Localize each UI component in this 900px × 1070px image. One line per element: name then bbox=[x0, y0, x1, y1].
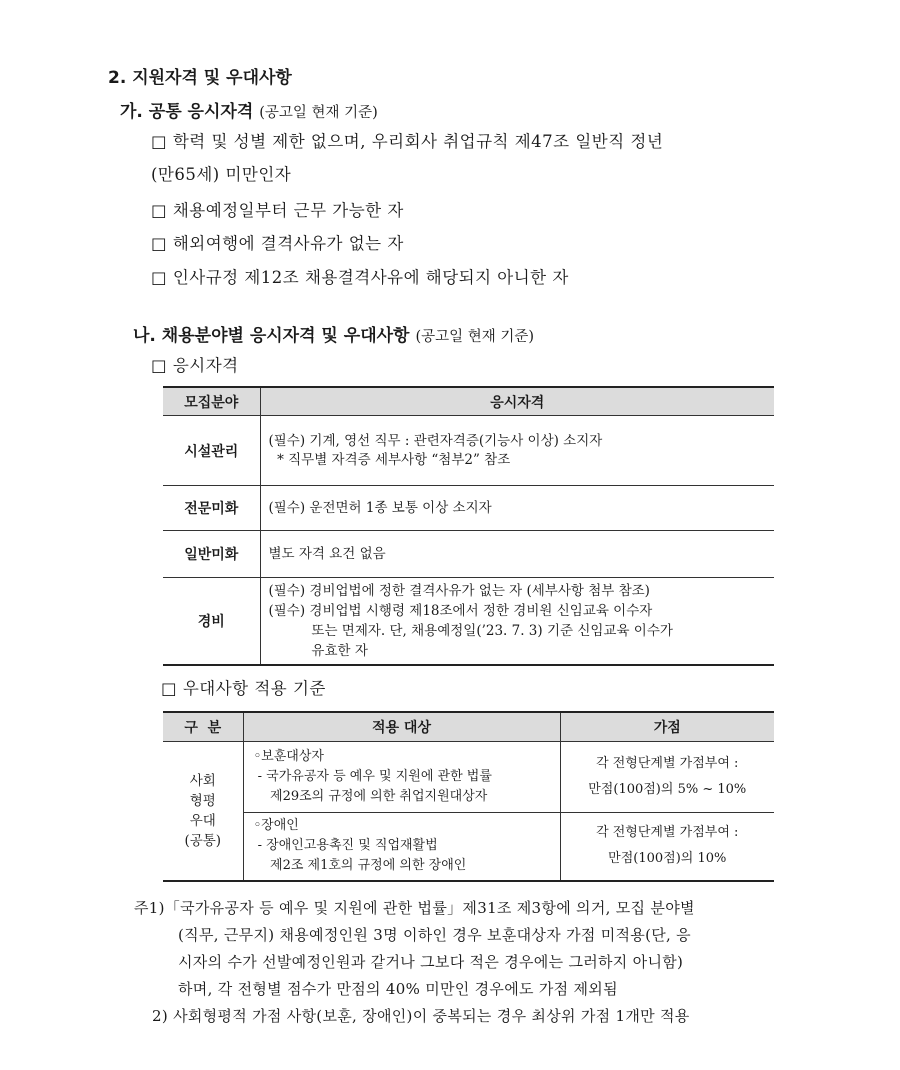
points-line: 각 전형단계별 가점부여 : bbox=[596, 756, 739, 771]
target-line: 제2조 제1호의 규정에 의한 장애인 bbox=[253, 858, 467, 874]
table-row bbox=[163, 486, 774, 531]
points-line: 만점(100점)의 5% ~ 10% bbox=[588, 782, 747, 797]
header-field: 모집분야 bbox=[163, 387, 260, 416]
header-target: 적용 대상 bbox=[243, 712, 560, 742]
preference-subheading: □ 우대사항 적용 기준 bbox=[161, 679, 326, 698]
category-line: 우대 bbox=[189, 812, 216, 829]
preference-points bbox=[560, 742, 774, 813]
row-field-label: 경비 bbox=[163, 578, 260, 665]
common-qualification-title: 가. 공통 응시자격 bbox=[120, 102, 254, 122]
qualification-line: (필수) 운전면허 1종 보통 이상 소지자 bbox=[268, 499, 492, 516]
target-line: 제29조의 규정에 의한 취업지원대상자 bbox=[253, 789, 488, 804]
table-row bbox=[163, 578, 774, 665]
category-line: (공통) bbox=[184, 832, 222, 849]
preference-category bbox=[163, 742, 243, 881]
qualification-table bbox=[163, 386, 774, 666]
category-line: 형평 bbox=[189, 792, 216, 809]
field-qualification-title: 나. 채용분야별 응시자격 및 우대사항 bbox=[133, 326, 410, 346]
table-row bbox=[163, 813, 774, 881]
qualification-table-header bbox=[163, 387, 774, 416]
qualification-line: (필수) 기계, 영선 직무 : 관련자격증(기능사 이상) 소지자 bbox=[268, 432, 603, 449]
category-line: 사회 bbox=[189, 772, 216, 789]
row-field-label: 전문미화 bbox=[163, 486, 260, 531]
row-qualification bbox=[260, 486, 774, 531]
target-line: - 국가유공자 등 예우 및 지원에 관한 법률 bbox=[253, 769, 492, 784]
common-item-1: □ 학력 및 성별 제한 없으며, 우리회사 취업규칙 제47조 일반직 정년 bbox=[151, 132, 664, 151]
qualification-line: 또는 면제자. 단, 채용예정일(’23. 7. 3) 기준 신임교육 이수가 bbox=[268, 622, 673, 639]
row-qualification bbox=[260, 531, 774, 578]
table-row bbox=[163, 416, 774, 486]
table-row bbox=[163, 531, 774, 578]
common-item-4: □ 인사규정 제12조 채용결격사유에 해당되지 아니한 자 bbox=[151, 268, 569, 287]
row-field-label: 일반미화 bbox=[163, 531, 260, 578]
common-qualification-heading bbox=[120, 97, 378, 122]
target-line: ◦장애인 bbox=[253, 818, 299, 834]
row-qualification bbox=[260, 416, 774, 486]
common-qualification-note: (공고일 현재 기준) bbox=[259, 105, 378, 121]
row-field-label: 시설관리 bbox=[163, 416, 260, 486]
qualification-line: 별도 자격 요건 없음 bbox=[268, 545, 386, 562]
preference-table-header bbox=[163, 712, 774, 742]
section-title: 2. 지원자격 및 우대사항 bbox=[108, 68, 292, 88]
footnote-2: 2) 사회형평적 가점 사항(보훈, 장애인)이 중복되는 경우 최상위 가점 1개만 적용 bbox=[152, 1007, 690, 1025]
header-category: 구 분 bbox=[163, 712, 243, 742]
qualification-line: 유효한 자 bbox=[268, 642, 368, 659]
preference-target bbox=[243, 813, 560, 881]
field-qualification-heading bbox=[133, 321, 534, 346]
preference-table bbox=[163, 711, 774, 882]
common-item-3: □ 해외여행에 결격사유가 없는 자 bbox=[151, 234, 404, 253]
qualification-line: * 직무별 자격증 세부사항 “첨부2” 참조 bbox=[268, 451, 511, 468]
footnote-1-line-2: (직무, 근무지) 채용예정인원 3명 이하인 경우 보훈대상자 가점 미적용(단, 응 bbox=[178, 926, 691, 944]
qualification-line: (필수) 경비업법에 정한 결격사유가 없는 자 (세부사항 첨부 참조) bbox=[268, 582, 650, 599]
table-row bbox=[163, 742, 774, 813]
common-item-1-cont: (만65세) 미만인자 bbox=[151, 165, 292, 184]
footnote-1-line-3: 시자의 수가 선발예정인원과 같거나 그보다 적은 경우에는 그러하지 아니함) bbox=[178, 953, 684, 971]
qualification-subheading: □ 응시자격 bbox=[151, 356, 239, 375]
row-qualification bbox=[260, 578, 774, 665]
footnote-1-line-1: 주1)「국가유공자 등 예우 및 지원에 관한 법률」제31조 제3항에 의거, 모집 분야별 bbox=[134, 899, 695, 917]
header-points: 가점 bbox=[560, 712, 774, 742]
header-qualification: 응시자격 bbox=[260, 387, 774, 416]
target-line: - 장애인고용촉진 및 직업재활법 bbox=[253, 838, 438, 854]
target-line: ◦보훈대상자 bbox=[253, 749, 324, 764]
preference-points bbox=[560, 813, 774, 881]
footnote-1-line-4: 하며, 각 전형별 점수가 만점의 40% 미만인 경우에도 가점 제외됨 bbox=[178, 980, 618, 998]
preference-target bbox=[243, 742, 560, 813]
field-qualification-note: (공고일 현재 기준) bbox=[415, 329, 535, 345]
points-line: 각 전형단계별 가점부여 : bbox=[596, 825, 739, 841]
qualification-line: (필수) 경비업법 시행령 제18조에서 정한 경비원 신임교육 이수자 bbox=[268, 602, 653, 619]
common-item-2: □ 채용예정일부터 근무 가능한 자 bbox=[151, 201, 404, 220]
points-line: 만점(100점)의 10% bbox=[608, 851, 727, 867]
